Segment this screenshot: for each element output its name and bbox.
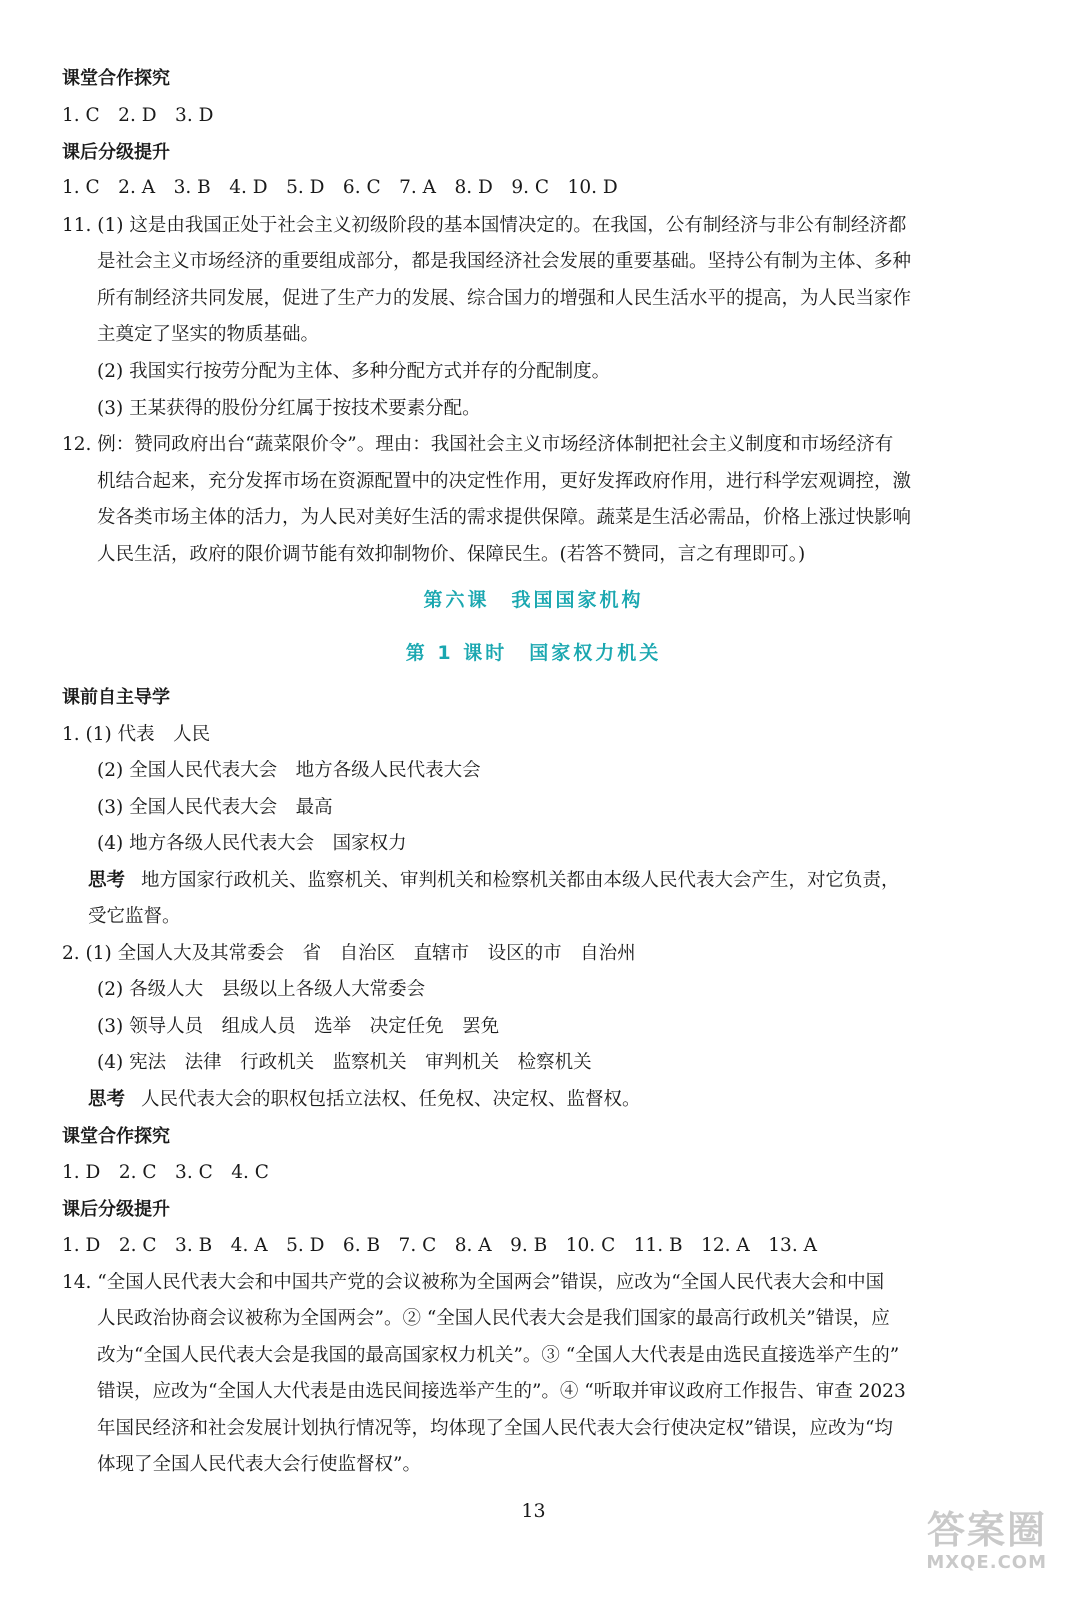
watermark-logo: 答案圈 [926,1508,1047,1552]
period-title: 第 1 课时 国家权力机关 [405,642,662,664]
section-heading: 课前自主导学 [62,687,170,708]
q12-line: 12. 例：赞同政府出台“蔬菜限价令”。理由：我国社会主义市场经济体制把社会主义制度和市场经济有 [62,434,894,455]
pre-item: (2) 各级人大 县级以上各级人大常委会 [97,979,426,1000]
think-text: 人民代表大会的职权包括立法权、任免权、决定权、监督权。 [141,1089,641,1110]
answer-line: 1. C 2. D 3. D [62,105,214,126]
think-line: 受它监督。 [88,906,181,927]
think-line [88,1087,1005,1113]
think-label: 思考 [88,1089,126,1110]
answer-line: 1. D 2. C 3. B 4. A 5. D 6. B 7. C 8. A 9. B 10. C 11. B 12. A 13. A [62,1235,817,1256]
answer-line: 1. C 2. A 3. B 4. D 5. D 6. C 7. A 8. D 9. C 10. D [62,177,618,198]
section-heading: 课堂合作探究 [62,1126,170,1147]
q11-line: (3) 王某获得的股份分红属于按技术要素分配。 [97,398,481,419]
pre-item: (3) 全国人民代表大会 最高 [97,797,333,818]
think-line [88,868,1005,894]
lesson-title: 第六课 我国国家机构 [423,589,644,611]
q14-line: 14. “全国人民代表大会和中国共产党的会议被称为全国两会”错误，应改为“全国人民代表大会和中国 [62,1272,885,1293]
q11-line: 所有制经济共同发展，促进了生产力的发展、综合国力的增强和人民生活水平的提高，为人民当家作 [97,288,912,309]
section-heading: 课堂合作探究 [62,68,170,89]
section-heading: 课后分级提升 [62,142,170,163]
q14-line: 体现了全国人民代表大会行使监督权”。 [97,1454,421,1475]
page-number: 13 [521,1500,546,1522]
pre-item: (4) 地方各级人民代表大会 国家权力 [97,833,407,854]
think-label: 思考 [88,870,126,891]
q11-line: (2) 我国实行按劳分配为主体、多种分配方式并存的分配制度。 [97,361,611,382]
q11-line: 主奠定了坚实的物质基础。 [97,324,320,345]
pre-item: 2. (1) 全国人大及其常委会 省 自治区 直辖市 设区的市 自治州 [62,943,636,964]
pre-item: 1. (1) 代表 人民 [62,724,211,745]
answer-line: 1. D 2. C 3. C 4. C [62,1162,269,1183]
watermark [877,1508,1047,1578]
q14-line: 年国民经济和社会发展计划执行情况等，均体现了全国人民代表大会行使决定权”错误，应改为“均 [97,1418,893,1439]
pre-item: (4) 宪法 法律 行政机关 监察机关 审判机关 检察机关 [97,1052,592,1073]
q14-line: 错误，应改为“全国人大代表是由选民间接选举产生的”。④ “听取并审议政府工作报告、审查 2023 [97,1381,906,1402]
q12-line: 发各类市场主体的活力，为人民对美好生活的需求提供保障。蔬菜是生活必需品，价格上涨过快影响 [97,507,912,528]
pre-item: (3) 领导人员 组成人员 选举 决定任免 罢免 [97,1016,500,1037]
q12-line: 机结合起来，充分发挥市场在资源配置中的决定性作用，更好发挥政府作用，进行科学宏观调控，激 [97,471,912,492]
section-heading: 课后分级提升 [62,1199,170,1220]
pre-item: (2) 全国人民代表大会 地方各级人民代表大会 [97,760,481,781]
q12-line: 人民生活，政府的限价调节能有效抑制物价、保障民生。(若答不赞同，言之有理即可。) [97,544,806,565]
watermark-url: MXQE.COM [926,1552,1047,1573]
q11-line: 是社会主义市场经济的重要组成部分，都是我国经济社会发展的重要基础。坚持公有制为主体、多种 [97,251,912,272]
q14-line: 人民政治协商会议被称为全国两会”。② “全国人民代表大会是我们国家的最高行政机关”错误，应 [97,1308,890,1329]
q14-line: 改为“全国人民代表大会是我国的最高国家权力机关”。③ “全国人大代表是由选民直接选举产生的” [97,1345,900,1366]
think-text: 地方国家行政机关、监察机关、审判机关和检察机关都由本级人民代表大会产生，对它负责， [141,870,900,891]
q11-line: 11. (1) 这是由我国正处于社会主义初级阶段的基本国情决定的。在我国，公有制经济与非公有制经济都 [62,215,907,236]
